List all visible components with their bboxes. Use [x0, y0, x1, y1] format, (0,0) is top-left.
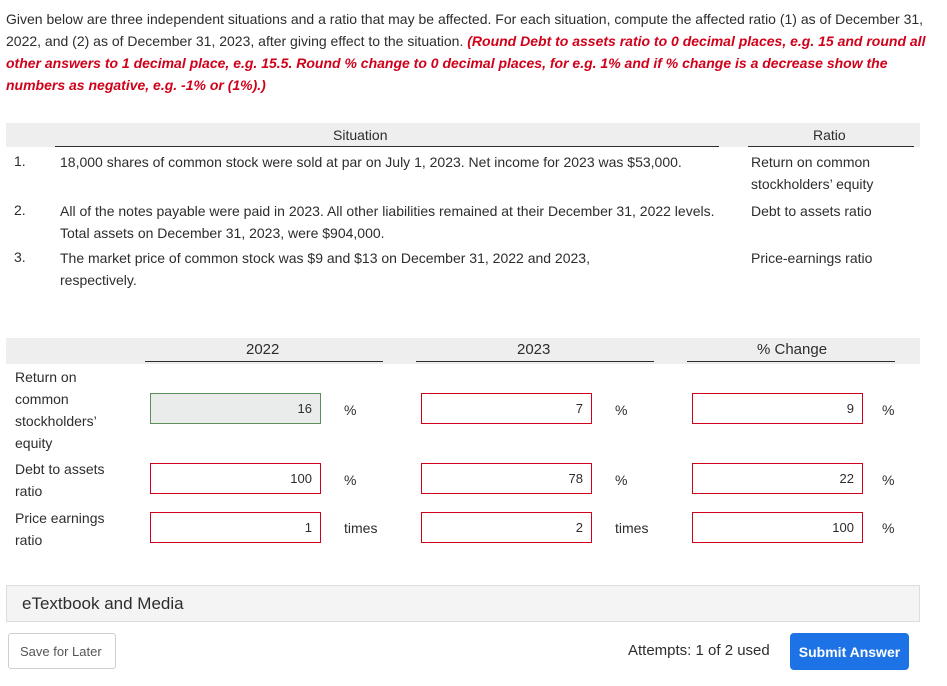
debt-to-assets-change-unit: % [882, 472, 895, 488]
debt-to-assets-2022-unit: % [344, 472, 357, 488]
price-earnings-change-unit: % [882, 520, 895, 536]
roe-2023-input[interactable] [421, 393, 592, 424]
situation-number-2: 2. [14, 202, 26, 218]
row-label-debt-to-assets: Debt to assets ratio [15, 461, 105, 499]
roe-change-input[interactable] [692, 393, 863, 424]
situation-text-2: All of the notes payable were paid in 2023. All other liabilities remained at their December 31, 2022 levels. Total assets on December 31, 2023, were $904,000. [60, 203, 715, 241]
situation-number-3: 3. [14, 249, 26, 265]
rounding-note: (Round Debt to assets ratio to 0 decimal places, e.g. 15 and round all other answers to 1 decimal place, e.g. 15.5. Round % change to 0 decimal places, for e.g. 1% and if % change is a decrease show the numbers as negative, e.g. -1% or (1%).) [6, 33, 926, 93]
header-underline-change [687, 361, 895, 362]
debt-to-assets-2023-unit: % [615, 472, 628, 488]
ratio-text-1: Return on common stockholders’ equity [751, 154, 874, 192]
ratio-text-3: Price-earnings ratio [751, 250, 873, 266]
situation-number-1: 1. [14, 153, 26, 169]
header-underline-2022 [145, 361, 383, 362]
roe-2023-unit: % [615, 402, 628, 418]
column-header-2022: 2022 [246, 341, 280, 358]
situation-column-header: Situation [333, 127, 388, 143]
save-for-later-button[interactable]: Save for Later [8, 633, 116, 669]
header-underline-2023 [416, 361, 654, 362]
price-earnings-2022-input[interactable] [150, 512, 321, 543]
submit-answer-button[interactable]: Submit Answer [790, 633, 909, 670]
column-header-2023: 2023 [517, 341, 551, 358]
ratio-header-underline [748, 146, 914, 147]
ratio-column-header: Ratio [813, 127, 846, 143]
debt-to-assets-2022-input[interactable] [150, 463, 321, 494]
roe-2022-unit: % [344, 402, 357, 418]
ratio-text-2: Debt to assets ratio [751, 203, 872, 219]
situation-header-underline [55, 146, 719, 147]
situation-table-header [6, 123, 920, 147]
instructions-text: Given below are three independent situations and a ratio that may be affected. For each situation, compute the affected ratio (1) as of December 31, 2022, and (2) as of December 31, 2023, after giving effect to the situation. [6, 11, 924, 49]
row-label-roe: Return on common stockholders’ equity [15, 369, 97, 451]
roe-change-unit: % [882, 402, 895, 418]
row-label-price-earnings: Price earnings ratio [15, 510, 105, 548]
debt-to-assets-change-input[interactable] [692, 463, 863, 494]
price-earnings-2022-unit: times [344, 520, 378, 536]
debt-to-assets-2023-input[interactable] [421, 463, 592, 494]
price-earnings-change-input[interactable] [692, 512, 863, 543]
roe-2022-input[interactable] [150, 393, 321, 424]
instructions [6, 8, 931, 96]
etextbook-media-label[interactable]: eTextbook and Media [22, 594, 184, 613]
situation-text-3: The market price of common stock was $9 and $13 on December 31, 2022 and 2023, respectively. [60, 250, 590, 288]
price-earnings-2023-unit: times [615, 520, 649, 536]
price-earnings-2023-input[interactable] [421, 512, 592, 543]
attempts-counter: Attempts: 1 of 2 used [628, 642, 770, 659]
column-header-change: % Change [757, 341, 828, 358]
situation-text-1: 18,000 shares of common stock were sold at par on July 1, 2023. Net income for 2023 was $53,000. [60, 154, 682, 170]
